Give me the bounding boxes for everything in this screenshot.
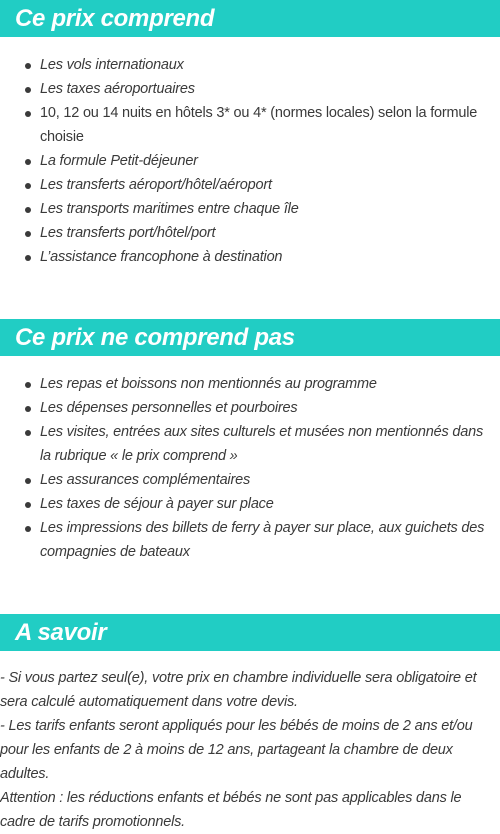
list-item: Les transferts port/hôtel/port: [0, 221, 500, 245]
list-item: La formule Petit-déjeuner: [0, 149, 500, 173]
list-item: Les assurances complémentaires: [0, 468, 500, 492]
paragraph: Attention : les réductions enfants et bébés ne sont pas applicables dans le cadre de tarifs promotionnels.: [0, 790, 462, 830]
included-list: [0, 53, 500, 269]
paragraph: - Les tarifs enfants seront appliqués pour les bébés de moins de 2 ans et/ou pour les enfants de 2 à moins de 12 ans, partageant la chambre de deux adultes.: [0, 718, 473, 782]
list-item: Les transports maritimes entre chaque île: [0, 197, 500, 221]
section-header-good-to-know: A savoir: [0, 614, 500, 651]
list-item: Les vols internationaux: [0, 53, 500, 77]
list-item: L’assistance francophone à destination: [0, 245, 500, 269]
list-item: 10, 12 ou 14 nuits en hôtels 3* ou 4* (normes locales) selon la formule choisie: [0, 101, 500, 149]
list-item: Les repas et boissons non mentionnés au programme: [0, 372, 500, 396]
list-item: Les transferts aéroport/hôtel/aéroport: [0, 173, 500, 197]
section-header-not-included: Ce prix ne comprend pas: [0, 319, 500, 356]
paragraph: - Si vous partez seul(e), votre prix en chambre individuelle sera obligatoire et sera calculé automatiquement dans votre devis.: [0, 670, 477, 710]
list-item: Les dépenses personnelles et pourboires: [0, 396, 500, 420]
good-to-know-text: [0, 666, 500, 834]
list-item: Les taxes aéroportuaires: [0, 77, 500, 101]
list-item: Les visites, entrées aux sites culturels et musées non mentionnés dans la rubrique « le prix comprend »: [0, 420, 500, 468]
not-included-list: [0, 372, 500, 564]
list-item: Les impressions des billets de ferry à payer sur place, aux guichets des compagnies de bateaux: [0, 516, 500, 564]
list-item: Les taxes de séjour à payer sur place: [0, 492, 500, 516]
section-header-included: Ce prix comprend: [0, 0, 500, 37]
